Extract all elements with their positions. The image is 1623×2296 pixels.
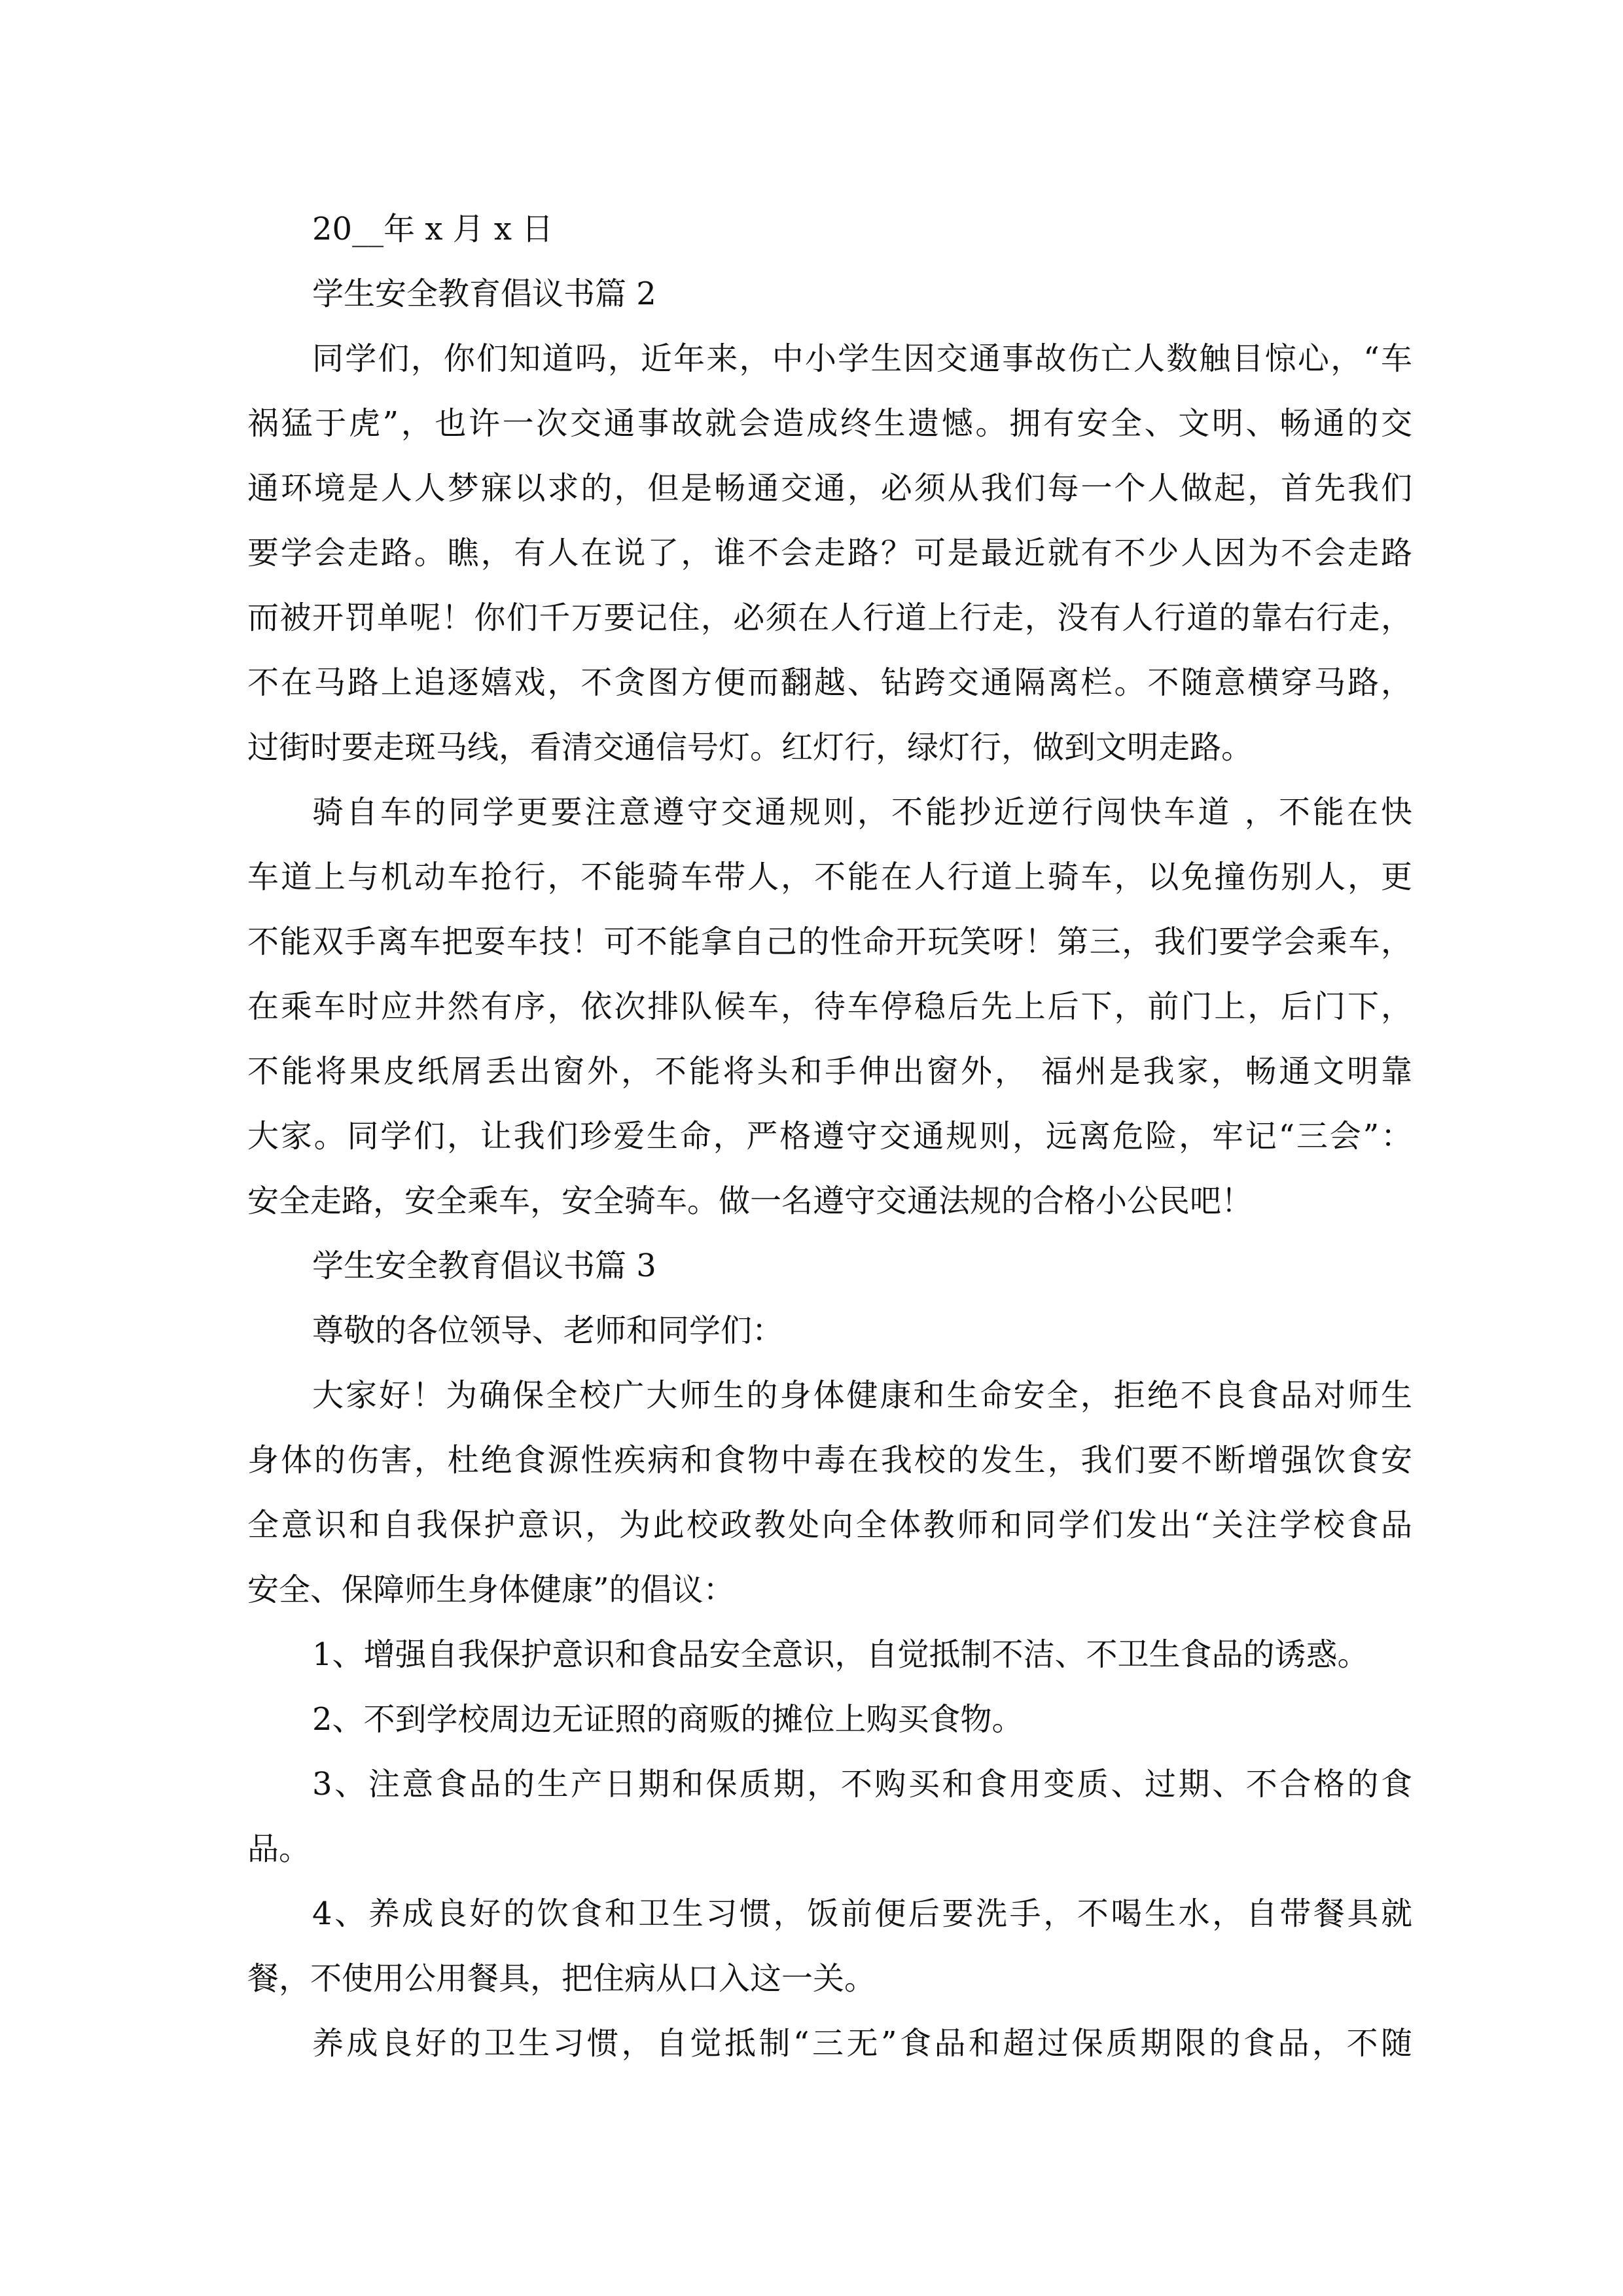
list-item-3 — [247, 1752, 1412, 1882]
text-line: 大家。同学们，让我们珍爱生命，严格遵守交通规则，远离危险，牢记“三会”： — [247, 1118, 1412, 1155]
salutation: 尊敬的各位领导、老师和同学们： — [312, 1312, 784, 1349]
text-line: 品。 — [247, 1831, 311, 1867]
section-3-title: 学生安全教育倡议书篇 3 — [312, 1247, 656, 1284]
text-line: 身体的伤害，杜绝食源性疾病和食物中毒在我校的发生，我们要不断增强饮食安 — [247, 1442, 1412, 1479]
section-2-title: 学生安全教育倡议书篇 2 — [312, 276, 656, 312]
closing-paragraph: 养成良好的卫生习惯，自觉抵制“三无”食品和超过保质期限的食品，不随 — [312, 2025, 1412, 2062]
text-line: 通环境是人人梦寐以求的，但是畅通交通，必须从我们每一个人做起，首先我们 — [247, 470, 1412, 507]
text-line: 同学们，你们知道吗，近年来，中小学生因交通事故伤亡人数触目惊心，“车 — [312, 340, 1412, 377]
list-item-4 — [247, 1882, 1412, 2011]
text-line: 安全、保障师生身体健康”的倡议： — [247, 1571, 735, 1608]
text-line: 车道上与机动车抢行，不能骑车带人，不能在人行道上骑车，以免撞伤别人，更 — [247, 859, 1412, 895]
text-line: 大家好！为确保全校广大师生的身体健康和生命安全，拒绝不良食品对师生 — [312, 1377, 1412, 1414]
text-line: 过街时要走斑马线，看清交通信号灯。红灯行，绿灯行，做到文明走路。 — [247, 729, 1253, 766]
text-line: 4、养成良好的饮食和卫生习惯，饭前便后要洗手，不喝生水，自带餐具就 — [312, 1895, 1412, 1932]
list-item-1: 1、增强自我保护意识和食品安全意识，自觉抵制不洁、不卫生食品的诱惑。 — [312, 1636, 1369, 1673]
text-line: 餐，不使用公用餐具，把住病从口入这一关。 — [247, 1960, 876, 1997]
text-line: 安全走路，安全乘车，安全骑车。做一名遵守交通法规的合格小公民吧！ — [247, 1183, 1253, 1219]
section-2-paragraph-1 — [247, 327, 1412, 780]
text-line: 不能将果皮纸屑丢出窗外，不能将头和手伸出窗外， 福州是我家，畅通文明靠 — [247, 1053, 1412, 1090]
text-line: 骑自车的同学更要注意遵守交通规则，不能抄近逆行闯快车道 ，不能在快 — [312, 794, 1412, 831]
section-2-paragraph-2 — [247, 780, 1412, 1234]
text-line: 不在马路上追逐嬉戏，不贪图方便而翻越、钻跨交通隔离栏。不随意横穿马路， — [247, 664, 1412, 701]
text-line: 要学会走路。瞧，有人在说了，谁不会走路？可是最近就有不少人因为不会走路 — [247, 535, 1412, 571]
date-line: 20__年 x 月 x 日 — [312, 211, 554, 247]
list-item-2: 2、不到学校周边无证照的商贩的摊位上购买食物。 — [312, 1701, 1024, 1738]
text-line: 祸猛于虎”，也许一次交通事故就会造成终生遗憾。拥有安全、文明、畅通的交 — [247, 405, 1412, 442]
text-line: 3、注意食品的生产日期和保质期，不购买和食用变质、过期、不合格的食 — [312, 1766, 1412, 1803]
text-line: 而被开罚单呢！你们千万要记住，必须在人行道上行走，没有人行道的靠右行走， — [247, 600, 1412, 636]
text-line: 不能双手离车把耍车技！可不能拿自己的性命开玩笑呀！第三，我们要学会乘车， — [247, 924, 1412, 960]
text-line: 全意识和自我保护意识，为此校政教处向全体教师和同学们发出“关注学校食品 — [247, 1507, 1412, 1543]
text-line: 在乘车时应井然有序，依次排队候车，待车停稳后先上后下，前门上，后门下， — [247, 988, 1412, 1025]
section-3-intro — [247, 1363, 1412, 1623]
document-page — [247, 197, 1412, 2076]
